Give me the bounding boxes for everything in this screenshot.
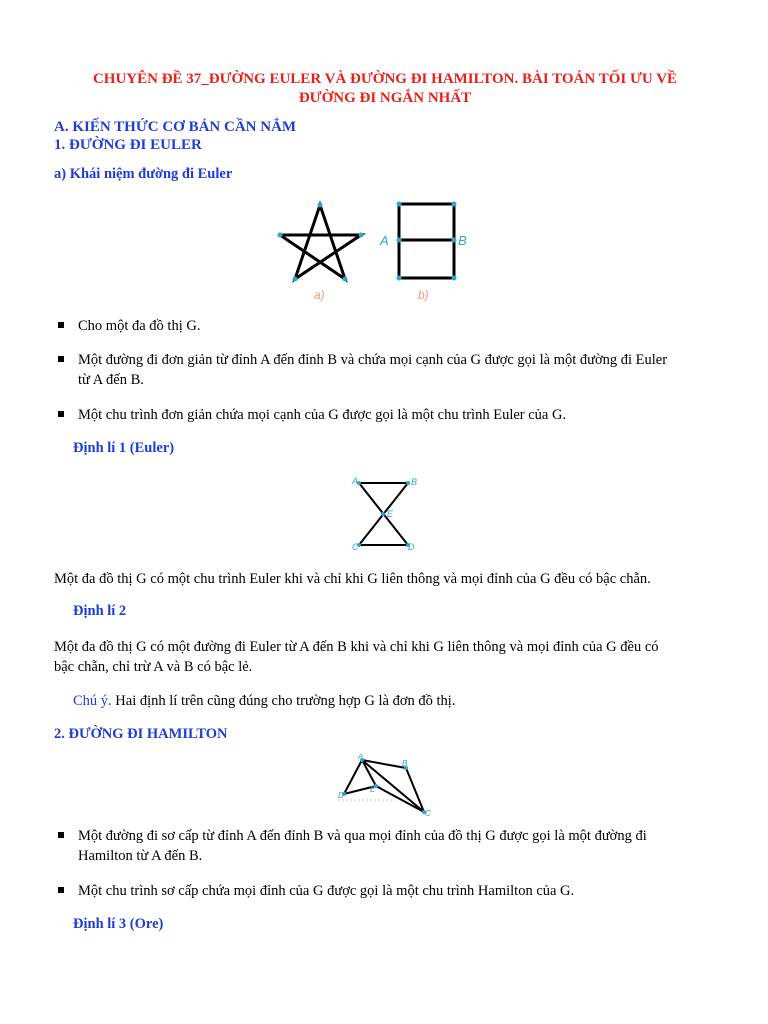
fig2-vertex-c: C	[352, 542, 359, 552]
fig1-vertex-a-label: A	[380, 233, 389, 248]
fig1-vertex-b-label: B	[458, 233, 467, 248]
theorem-3-title: Định lí 3 (Ore)	[73, 916, 164, 932]
fig3-vertex-c: C	[425, 809, 431, 818]
euler-heading: 1. ĐƯỜNG ĐI EULER	[54, 137, 202, 153]
theorem-1-title: Định lí 1 (Euler)	[73, 440, 175, 456]
bullet-square-icon	[58, 887, 64, 893]
figure-hamilton-graph	[336, 754, 436, 818]
fig1-caption-a: a)	[314, 288, 325, 302]
fig2-vertex-b: B	[411, 477, 418, 487]
section-a-heading: A. KIẾN THỨC CƠ BẢN CẦN NẮM	[54, 119, 297, 135]
fig3-vertex-e: E	[370, 785, 376, 794]
hamilton-bullet-1: Một đường đi sơ cấp từ đỉnh A đến đỉnh B và qua mọi đỉnh của đồ thị G được gọi là một đường đi Hamilton từ A đến B.	[58, 826, 718, 866]
fig3-vertex-d: D	[338, 791, 344, 800]
bullet-square-icon	[58, 356, 64, 362]
euler-bullet-2: Một đường đi đơn giản từ đỉnh A đến đỉnh B và chứa mọi cạnh của G được gọi là một đường đi Euler từ A đến B.	[58, 350, 718, 390]
theorem-2-title: Định lí 2	[73, 603, 127, 619]
fig2-vertex-e: E	[387, 509, 394, 519]
bullet-square-icon	[58, 832, 64, 838]
fig1-caption-b: b)	[418, 288, 429, 302]
note-paragraph	[73, 691, 743, 711]
document-title	[60, 70, 710, 108]
hamilton-heading: 2. ĐƯỜNG ĐI HAMILTON	[54, 726, 228, 742]
theorem-1-text: Một đa đồ thị G có một chu trình Euler khi và chỉ khi G liên thông và mọi đỉnh của G đều có bậc chẵn.	[54, 571, 651, 587]
title-line-2: ĐƯỜNG ĐI NGẮN NHẤT	[298, 90, 472, 106]
theorem-2-text: Một đa đồ thị G có một đường đi Euler từ A đến B khi và chỉ khi G liên thông và mọi đỉnh của G đều có bậc chẵn, chỉ trừ A và B có bậc lẻ.	[54, 639, 659, 675]
figure-euler-examples	[268, 195, 488, 305]
figure-theorem1-graph	[350, 474, 420, 554]
note-lead: Chú ý.	[73, 693, 112, 709]
bullet-square-icon	[58, 411, 64, 417]
fig3-vertex-b: B	[402, 759, 408, 768]
fig2-vertex-a: A	[352, 476, 359, 486]
bullet-square-icon	[58, 322, 64, 328]
euler-subheading: a) Khái niệm đường đi Euler	[54, 166, 233, 182]
fig2-vertex-d: D	[408, 542, 415, 552]
title-line-1: CHUYÊN ĐỀ 37_ĐƯỜNG EULER VÀ ĐƯỜNG ĐI HAMILTON. BÀI TOÁN TỐI ƯU VỀ	[92, 71, 678, 87]
fig3-vertex-a: A	[358, 754, 364, 761]
note-text: Hai định lí trên cũng đúng cho trường hợp G là đơn đồ thị.	[111, 693, 456, 709]
